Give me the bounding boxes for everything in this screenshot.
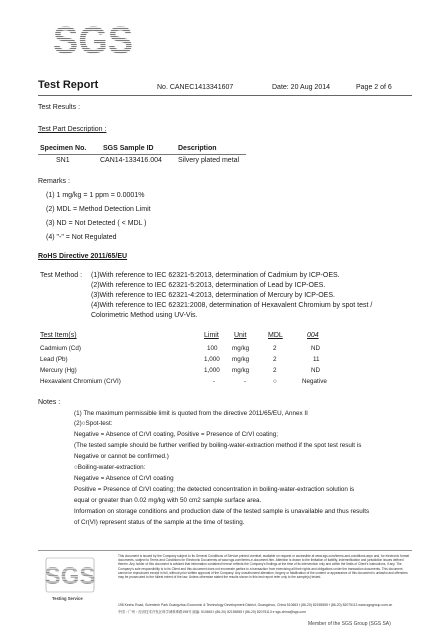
- row-result: Negative: [302, 378, 327, 385]
- note-line: (The tested sample should be further verified by boiling-water-extraction method if the spot test result is: [74, 442, 362, 449]
- test-method-label: Test Method :: [40, 272, 83, 279]
- row-result: ND: [311, 367, 321, 374]
- specimen-no: SN1: [56, 157, 70, 164]
- row-unit: mg/kg: [232, 367, 250, 374]
- items-header-sample: 004: [307, 332, 319, 339]
- badge-text: SGS: [44, 563, 96, 590]
- footer-address-cn: 中国・广州・经济技术开发区科学城科珠路198号 邮编: 510663 t (86-20) 82155555 f (86-20) 82075113 e sgs.china@sgs.com: [118, 610, 306, 614]
- test-results-label: Test Results :: [38, 104, 81, 111]
- method-line: (1)With reference to IEC 62321-5:2013, determination of Cadmium by ICP-OES.: [91, 272, 340, 279]
- footer-rule: [38, 550, 412, 551]
- note-line: Negative = Absence of CrVI coating, Positive = Presence of CrVI coating;: [74, 431, 279, 438]
- sample-description: Silvery plated metal: [178, 157, 240, 164]
- row-mdl: 2: [273, 345, 277, 352]
- row-limit: -: [213, 378, 216, 385]
- remark-item: (1) 1 mg/kg = 1 ppm = 0.0001%: [46, 192, 145, 199]
- row-item: Hexavalent Chromium (CrVI): [40, 378, 121, 385]
- row-mdl: ○: [273, 378, 277, 385]
- remark-item: (4) "-" = Not Regulated: [46, 234, 117, 241]
- items-header-mdl: MDL: [268, 332, 283, 339]
- specimen-header-rule: [38, 154, 246, 155]
- notes-label: Notes :: [38, 399, 61, 406]
- testing-service-badge: [40, 556, 100, 618]
- badge-subtitle: Testing Service: [52, 596, 83, 601]
- report-number: No. CANEC1413341607: [157, 84, 234, 91]
- row-unit: -: [244, 378, 247, 385]
- row-mdl: 2: [273, 367, 277, 374]
- note-line: of Cr(VI) represent status of the sample at the time of testing.: [74, 519, 245, 526]
- note-line: ○Boiling-water-extraction:: [74, 464, 146, 471]
- specimen-header-description: Description: [178, 145, 217, 152]
- method-line: (4)With reference to IEC 62321:2008, determination of Hexavalent Chromium by spot test /: [91, 302, 373, 309]
- note-line: Positive = Presence of CrVI coating; the detected concentration in boiling-water-extraction solution is: [74, 486, 355, 493]
- specimen-header-no: Specimen No.: [40, 145, 87, 152]
- footer-disclaimer: This document is issued by the Company subject to its General Conditions of Service printed overleaf, available on request or accessible at www.sgs.com/terms-and-conditions.aspx and, for electronic format documents, subject to Terms and Conditions for Electronic Documents at www.sgs.com/terms-e-document.htm. Attention is drawn to the limitation of liability, indemnification and jurisdiction issues defined therein. Any holder of this document is advised that information contained hereon reflects the Company's findings at the time of its intervention only and within the limits of Client's instructions, if any. The Company's sole responsibility is to its Client and this document does not exonerate parties to a transaction from exercising all their rights and obligations under the transaction documents. This document cannot be reproduced except in full, without prior written approval of the Company. Any unauthorized alteration, forgery or falsification of the content or appearance of this document is unlawful and offenders may be prosecuted to the fullest extent of the law. Unless otherwise stated the results shown in this test report refer only to the sample(s) tested.: [118, 554, 410, 580]
- row-result: ND: [311, 345, 321, 352]
- remarks-label: Remarks :: [38, 178, 70, 185]
- note-line: Negative = Absence of CrVI coating: [74, 475, 174, 482]
- footer-address-en: 198 Kezhu Road, Scientech Park Guangzhou Economic & Technology Development District, Guangzhou, China 510663 t (86-20) 82155555 f (86-20) 82075113 www.sgsgroup.com.cn: [118, 603, 393, 607]
- items-header-limit: Limit: [204, 332, 219, 339]
- footer-member-line: Member of the SGS Group (SGS SA): [308, 621, 391, 627]
- method-line: (3)With reference to IEC 62321-4:2013, determination of Mercury by ICP-OES.: [91, 292, 335, 299]
- method-line: Colorimetric Method using UV-Vis.: [91, 312, 198, 319]
- row-mdl: 2: [273, 356, 277, 363]
- specimen-header-id: SGS Sample ID: [103, 145, 154, 152]
- note-line: Information on storage conditions and production date of the tested sample is unavailable and thus results: [74, 508, 370, 515]
- page-number: Page 2 of 6: [356, 84, 392, 91]
- row-item: Mercury (Hg): [40, 367, 77, 374]
- row-unit: mg/kg: [232, 356, 250, 363]
- items-header-test-item: Test Item(s): [40, 332, 77, 339]
- sample-id: CAN14-133416.004: [100, 157, 162, 164]
- row-item: Cadmium (Cd): [40, 345, 81, 352]
- remark-item: (3) ND = Not Detected ( < MDL ): [46, 220, 147, 227]
- row-limit: 100: [207, 345, 218, 352]
- test-part-description-label: Test Part Description :: [38, 126, 107, 133]
- remark-item: (2) MDL = Method Detection Limit: [46, 206, 151, 213]
- note-line: equal or greater than 0.02 mg/kg with 50 cm2 sample surface area.: [74, 497, 262, 504]
- header-rule: [38, 95, 412, 96]
- note-line: Negative or cannot be confirmed.): [74, 453, 169, 460]
- row-result: 11: [313, 356, 320, 363]
- row-item: Lead (Pb): [40, 356, 68, 363]
- note-line: (1) The maximum permissible limit is quoted from the directive 2011/65/EU, Annex II: [74, 410, 308, 417]
- report-date: Date: 20 Aug 2014: [272, 84, 330, 91]
- row-unit: mg/kg: [232, 345, 250, 352]
- items-header-unit: Unit: [234, 332, 247, 339]
- page-title: Test Report: [38, 79, 99, 91]
- logo-text: SGS: [52, 20, 134, 62]
- rohs-directive-title: RoHS Directive 2011/65/EU: [38, 253, 128, 260]
- row-limit: 1,000: [204, 367, 220, 374]
- row-limit: 1,000: [204, 356, 220, 363]
- note-line: (2)○Spot-test:: [74, 420, 113, 427]
- sgs-logo: [52, 20, 134, 62]
- method-line: (2)With reference to IEC 62321-5:2013, determination of Lead by ICP-OES.: [91, 282, 326, 289]
